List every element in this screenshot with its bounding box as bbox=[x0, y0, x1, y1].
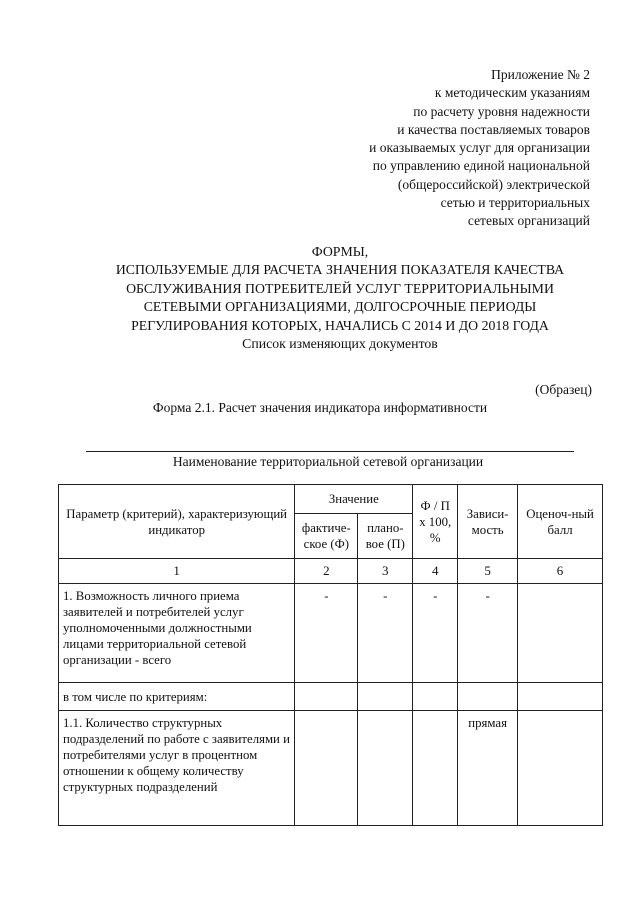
title-subtitle: Список изменяющих документов bbox=[242, 336, 438, 352]
appendix-line: Приложение № 2 bbox=[491, 67, 590, 82]
row-actual: - bbox=[295, 584, 358, 683]
row-dependency: - bbox=[458, 584, 518, 683]
row-actual bbox=[295, 683, 358, 711]
table-row bbox=[59, 711, 603, 826]
appendix-line: и качества поставляемых товаров bbox=[397, 121, 590, 137]
appendix-line: по расчету уровня надежности bbox=[413, 103, 590, 119]
document-title bbox=[40, 243, 640, 353]
row-planned bbox=[358, 711, 413, 826]
column-number: 6 bbox=[518, 559, 603, 584]
title-line: РЕГУЛИРОВАНИЯ КОТОРЫХ, НАЧАЛИСЬ С 2014 И ДО 2018 ГОДА bbox=[131, 317, 549, 333]
row-param: 1. Возможность личного приема заявителей и потребителей услуг уполномоченными должностными лицами территориальной сетевой организации - всего bbox=[59, 584, 295, 683]
row-dependency: прямая bbox=[458, 711, 518, 826]
row-param: в том числе по критериям: bbox=[59, 683, 295, 711]
header-dependency: Зависи-мость bbox=[458, 485, 518, 559]
row-param: 1.1. Количество структурных подразделений по работе с заявителями и потребителями услуг в процентном отношении к общему количеству структурных подразделений bbox=[59, 711, 295, 826]
row-actual bbox=[295, 711, 358, 826]
table-header-row bbox=[59, 485, 603, 514]
row-ratio bbox=[413, 711, 458, 826]
row-score bbox=[518, 584, 603, 683]
appendix-line: сетевых организаций bbox=[467, 213, 590, 229]
column-number: 1 bbox=[59, 559, 295, 584]
table-row bbox=[59, 683, 603, 711]
row-dependency bbox=[458, 683, 518, 711]
title-line: СЕТЕВЫМИ ОРГАНИЗАЦИЯМИ, ДОЛГОСРОЧНЫЕ ПЕРИОДЫ bbox=[143, 299, 537, 315]
org-name-underline bbox=[86, 451, 574, 452]
org-name-label: Наименование территориальной сетевой организации bbox=[172, 454, 484, 469]
column-number: 3 bbox=[358, 559, 413, 584]
appendix-line: и оказываемых услуг для организации bbox=[369, 140, 590, 156]
header-value: Значение bbox=[295, 485, 413, 514]
row-ratio: - bbox=[413, 584, 458, 683]
table-row bbox=[59, 584, 603, 683]
header-score: Оценоч-ный балл bbox=[518, 485, 603, 559]
indicator-table bbox=[58, 484, 603, 826]
title-line: ИСПОЛЬЗУЕМЫЕ ДЛЯ РАСЧЕТА ЗНАЧЕНИЯ ПОКАЗАТЕЛЯ КАЧЕСТВА bbox=[115, 262, 565, 278]
row-score bbox=[518, 711, 603, 826]
row-planned bbox=[358, 683, 413, 711]
title-line: ФОРМЫ, bbox=[311, 244, 369, 259]
column-number: 4 bbox=[413, 559, 458, 584]
column-number: 2 bbox=[295, 559, 358, 584]
form-title: Форма 2.1. Расчет значения индикатора информативности bbox=[152, 400, 488, 415]
header-actual: фактиче-ское (Ф) bbox=[295, 514, 358, 559]
appendix-line: сетью и территориальных bbox=[440, 195, 590, 211]
row-score bbox=[518, 683, 603, 711]
row-planned: - bbox=[358, 584, 413, 683]
title-line: ОБСЛУЖИВАНИЯ ПОТРЕБИТЕЛЕЙ УСЛУГ ТЕРРИТОРИАЛЬНЫМИ bbox=[126, 280, 554, 296]
header-ratio: Ф / П х 100, % bbox=[413, 485, 458, 559]
appendix-line: по управлению единой национальной bbox=[372, 158, 590, 174]
row-ratio bbox=[413, 683, 458, 711]
header-param: Параметр (критерий), характеризующий индикатор bbox=[59, 485, 295, 559]
appendix-header bbox=[369, 66, 590, 231]
header-planned: плано-вое (П) bbox=[358, 514, 413, 559]
sample-label: (Образец) bbox=[535, 382, 592, 397]
table-number-row bbox=[59, 559, 603, 584]
appendix-line: (общероссийской) электрической bbox=[397, 176, 590, 192]
column-number: 5 bbox=[458, 559, 518, 584]
appendix-line: к методическим указаниям bbox=[434, 85, 590, 101]
